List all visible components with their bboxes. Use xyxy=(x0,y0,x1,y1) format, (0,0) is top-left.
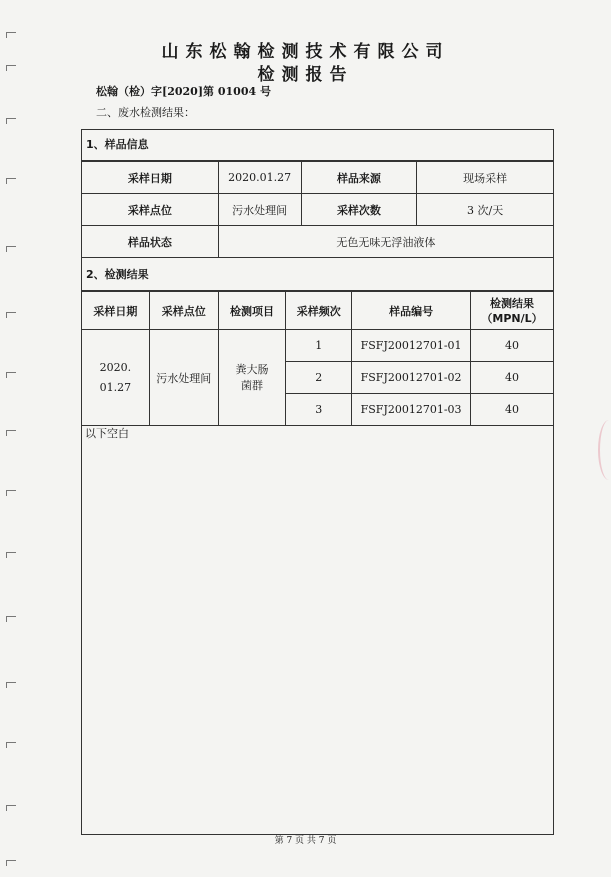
table-row xyxy=(82,162,554,194)
col-sample-id: 样品编号 xyxy=(352,292,471,330)
results-header-row xyxy=(82,292,554,330)
result-frequency: 2 xyxy=(286,362,352,394)
page-footer: 第 7 页 共 7 页 xyxy=(274,836,337,846)
sample-info-table xyxy=(81,161,554,258)
sampling-count-label: 采样次数 xyxy=(301,194,417,226)
results-heading: 2、检测结果 xyxy=(82,260,553,291)
report-title: 检测报告 xyxy=(257,65,354,85)
sampling-site-label: 采样点位 xyxy=(82,194,219,226)
col-sampling-date: 采样日期 xyxy=(82,292,150,330)
seal-edge xyxy=(598,420,611,480)
binding-marks xyxy=(6,0,20,877)
sample-source-label: 样品来源 xyxy=(301,162,417,194)
result-value: 40 xyxy=(471,330,554,362)
sampling-date-value: 2020.01.27 xyxy=(218,162,301,194)
sampling-site-value: 污水处理间 xyxy=(218,194,301,226)
sampling-count-value: 3 次/天 xyxy=(417,194,554,226)
blank-below-note: 以下空白 xyxy=(85,427,129,440)
sample-state-value: 无色无味无浮油液体 xyxy=(218,226,553,258)
report-table-frame xyxy=(81,129,554,835)
result-sample-id: FSFJ20012701-02 xyxy=(352,362,471,394)
table-row xyxy=(82,194,554,226)
sampling-date-label: 采样日期 xyxy=(82,162,219,194)
results-table xyxy=(81,291,554,426)
sample-source-value: 现场采样 xyxy=(417,162,554,194)
result-sample-id: FSFJ20012701-03 xyxy=(352,394,471,426)
result-frequency: 3 xyxy=(286,394,352,426)
col-test-result: 检测结果 （MPN/L） xyxy=(471,292,554,330)
sample-state-label: 样品状态 xyxy=(82,226,219,258)
result-value: 40 xyxy=(471,394,554,426)
col-sampling-site: 采样点位 xyxy=(149,292,218,330)
section-title: 二、废水检测结果： xyxy=(96,106,195,119)
table-row xyxy=(82,226,554,258)
report-number: 松翰（检）字[2020]第 01004 号 xyxy=(96,85,271,98)
col-test-item: 检测项目 xyxy=(218,292,286,330)
result-location: 污水处理间 xyxy=(149,330,218,426)
company-name: 山东松翰检测技术有限公司 xyxy=(161,42,450,62)
result-item: 粪大肠 菌群 xyxy=(218,330,286,426)
result-date: 2020. 01.27 xyxy=(82,330,150,426)
sample-info-heading: 1、样品信息 xyxy=(82,130,553,161)
result-value: 40 xyxy=(471,362,554,394)
result-sample-id: FSFJ20012701-01 xyxy=(352,330,471,362)
col-sampling-frequency: 采样频次 xyxy=(286,292,352,330)
table-row xyxy=(82,330,554,362)
result-frequency: 1 xyxy=(286,330,352,362)
